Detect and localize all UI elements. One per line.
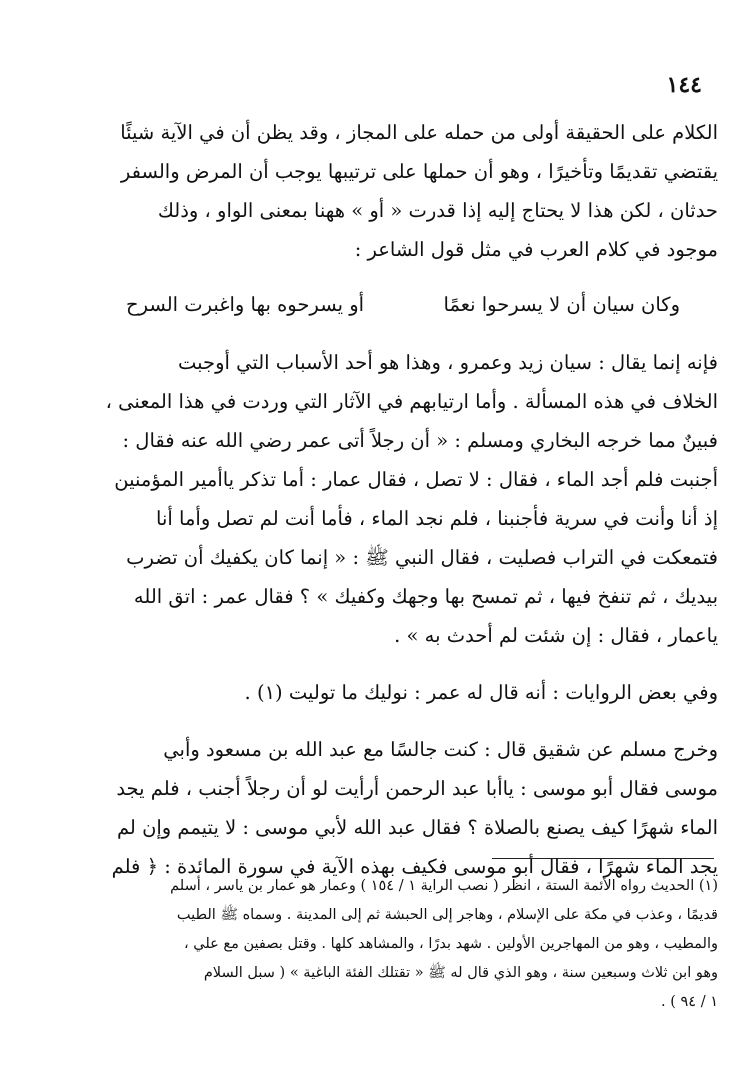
- text-line: حدثان ، لكن هذا لا يحتاج إليه إذا قدرت « أو » ههنا بمعنى الواو ، وذلك: [157, 199, 718, 222]
- text-line: الكلام على الحقيقة أولى من حمله على المجاز ، وقد يظن أن في الآية شيئًا: [120, 121, 718, 144]
- text-line: فإنه إنما يقال : سيان زيد وعمرو ، وهذا هو أحد الأسباب التي أوجبت: [177, 351, 718, 374]
- text-line: موجود في كلام العرب في مثل قول الشاعر :: [354, 238, 718, 261]
- text-line: الخلاف في هذه المسألة . وأما ارتيابهم في الآثار التي وردت في هذا المعنى ،: [105, 390, 718, 413]
- verse-second-hemistich: أو يسرحوه بها واغبرت السرح: [126, 293, 365, 316]
- text-line: يقتضي تقديمًا وتأخيرًا ، وهو أن حملها على ترتيبها يوجب أن المرض والسفر: [120, 160, 718, 183]
- footnote-line: وهو ابن ثلاث وسبعين سنة ، وهو الذي قال له ﷺ « تقتلك الفئة الباغية » ( سبل السلام: [203, 965, 718, 981]
- footnotes: [54, 872, 718, 1017]
- text-line: وفي بعض الروايات : أنه قال له عمر : نوليك ما توليت (١) .: [244, 681, 718, 704]
- verse-first-hemistich: وكان سيان أن لا يسرحوا نعمًا: [443, 293, 680, 316]
- text-line: إذ أنا وأنت في سرية فأجنبنا ، فلم نجد الماء ، فأما أنت لم تصل وأما أنا: [156, 507, 718, 530]
- text-line: فبينٌ مما خرجه البخاري ومسلم : « أن رجلاً أتى عمر رضي الله عنه فقال :: [122, 429, 718, 452]
- text-line: بيديك ، ثم تنفخ فيها ، ثم تمسح بها وجهك وكفيك » ؟ فقال عمر : اتق الله: [133, 585, 718, 608]
- footnote-line: ١ / ٩٤ ) .: [661, 994, 718, 1010]
- text-line: فتمعكت في التراب فصليت ، فقال النبي ﷺ : « إنما كان يكفيك أن تضرب: [126, 546, 718, 569]
- page-number: ١٤٤: [666, 72, 702, 98]
- text-line: الماء شهرًا كيف يصنع بالصلاة ؟ فقال عبد الله لأبي موسى : لا يتيمم وإن لم: [116, 816, 718, 839]
- footnote-line: (١) الحديث رواه الأئمة الستة ، انظر ( نصب الراية ١ / ١٥٤ ) وعمار هو عمار بن ياسر ، أسلم: [170, 878, 718, 894]
- text-line: ياعمار ، فقال : إن شئت لم أحدث به » .: [394, 624, 718, 647]
- footnote-divider: [492, 858, 714, 859]
- text-line: يجد الماء شهرًا ، فقال أبو موسى فكيف بهذه الآية في سورة المائدة : ﴿ فلم: [111, 855, 718, 878]
- text-line: وخرج مسلم عن شقيق قال : كنت جالسًا مع عبد الله بن مسعود وأبي: [163, 738, 718, 761]
- text-line: موسى فقال أبو موسى : ياأبا عبد الرحمن أرأيت لو أن رجلاً أجنب ، فلم يجد: [116, 777, 718, 800]
- text-line: أجنبت فلم أجد الماء ، فقال : لا تصل ، فقال عمار : أما تذكر ياأمير المؤمنين: [114, 468, 718, 491]
- poetry-verse: [54, 285, 718, 325]
- footnote-line: والمطيب ، وهو من المهاجرين الأولين . شهد بدرًا ، والمشاهد كلها . وقتل بصفين مع علي ،: [183, 936, 718, 952]
- main-text: [54, 113, 718, 886]
- footnote-line: قديمًا ، وعذب في مكة على الإسلام ، وهاجر إلى الحبشة ثم إلى المدينة . وسماه ﷺ الطيب: [176, 907, 718, 923]
